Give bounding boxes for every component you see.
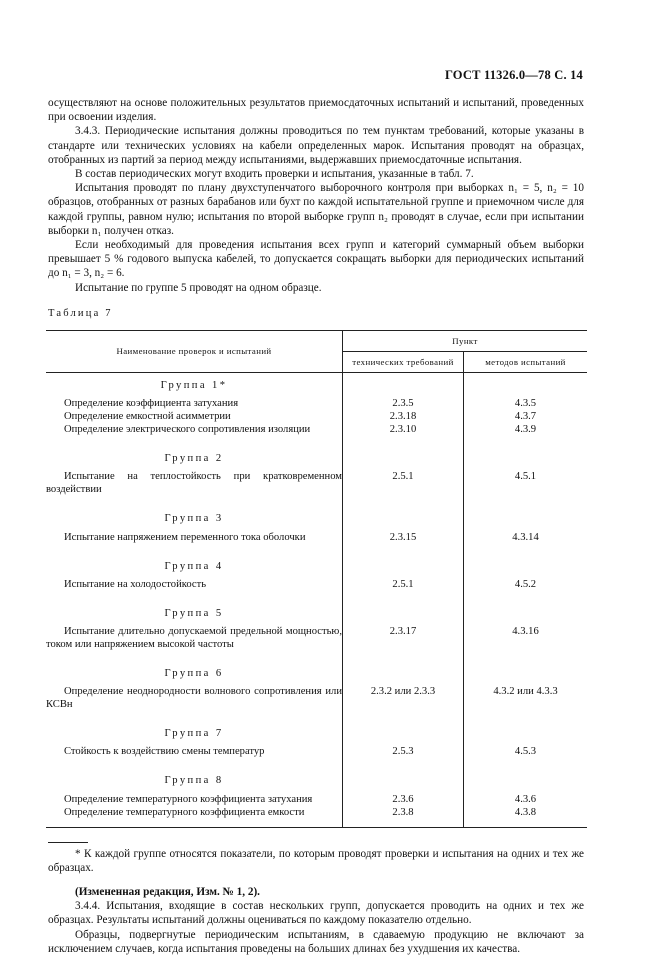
test-name-cell (46, 531, 343, 554)
table-row (46, 410, 587, 423)
group-title: Группа 3 (164, 513, 224, 525)
test-name-cell (46, 745, 343, 768)
paragraph: 3.4.3. Периодические испытания должны проводиться по тем пунктам требований, которые указаны в стандарте или технических условиях на кабели определенных марок. Испытания проводят на образцах, отобранных из партий за период между испытаниями, выдержавших приемосдаточные испытания. (48, 125, 584, 166)
empty-cell (464, 721, 588, 745)
page-header: ГОСТ 11326.0—78 С. 14 (444, 68, 583, 82)
paragraph: Образцы, подвергнутые периодическим испытаниям, в сдаваемую продукцию не включают за исключением случаев, когда испытания проведены на больших длинах без ухудшения их качества. (48, 928, 584, 955)
column-header-methods: методов испытаний (464, 352, 588, 373)
test-method-cell: 4.3.7 (464, 410, 588, 423)
table-row (46, 397, 587, 410)
group-row (46, 721, 587, 745)
table-row (46, 578, 587, 601)
column-header-tech: технических требований (343, 352, 464, 373)
footnote: * К каждой группе относятся показатели, по которым проводят проверки и испытания на одних и тех же образцах. (48, 847, 584, 874)
group-row (46, 768, 587, 792)
tech-requirement-cell: 2.3.6 (343, 793, 464, 806)
empty-cell (464, 554, 588, 578)
test-name-cell (46, 410, 343, 423)
tech-requirement-cell: 2.3.18 (343, 410, 464, 423)
group-row (46, 554, 587, 578)
test-name: Испытание на теплостойкость при кратковременном воздействии (46, 471, 342, 496)
test-name: Определение температурного коэффициента емкости (64, 806, 305, 818)
tech-requirement-cell: 2.3.10 (343, 423, 464, 446)
empty-cell (343, 446, 464, 470)
test-method-cell: 4.5.2 (464, 578, 588, 601)
test-name: Определение температурного коэффициента затухания (64, 793, 313, 805)
tech-requirement-cell: 2.3.5 (343, 397, 464, 410)
paragraph: В состав периодических могут входить проверки и испытания, указанные в табл. 7. (75, 168, 474, 181)
group-title: Группа 1* (160, 380, 228, 392)
table-caption: Таблица 7 (48, 307, 113, 319)
tests-table (46, 330, 587, 828)
paragraph: Если необходимый для проведения испытания всех групп и категорий суммарный объем выборки превышает 5 % годового выпуска кабелей, то допускается сокращать выборки для периодических испытаний до n₁ = 3, n₂ = 6. (48, 239, 584, 280)
test-name: Определение электрического сопротивления изоляции (64, 424, 311, 436)
test-name-cell (46, 793, 343, 806)
table-row (46, 625, 587, 661)
empty-cell (343, 768, 464, 792)
empty-cell (464, 506, 588, 530)
document-body (48, 96, 584, 956)
group-title: Группа 4 (164, 560, 224, 572)
tech-requirement-cell: 2.3.2 или 2.3.3 (343, 685, 464, 721)
test-method-cell: 4.3.5 (464, 397, 588, 410)
test-name-cell (46, 423, 343, 446)
table-row (46, 423, 587, 446)
paragraph: 3.4.4. Испытания, входящие в состав нескольких групп, допускается проводить на одних и тех же образцах. Результаты испытаний должны оцениваться по каждому показателю отдельно. (48, 900, 584, 927)
empty-cell (464, 373, 588, 398)
empty-cell (464, 601, 588, 625)
test-method-cell: 4.5.3 (464, 745, 588, 768)
group-title: Группа 6 (164, 668, 224, 680)
tech-requirement-cell: 2.3.8 (343, 806, 464, 828)
empty-cell (343, 554, 464, 578)
column-header-name: Наименование проверок и испытаний (46, 331, 343, 373)
revision-note: (Измененная редакция, Изм. № 1, 2). (75, 886, 260, 899)
group-title: Группа 8 (164, 775, 224, 787)
empty-cell (343, 721, 464, 745)
empty-cell (343, 373, 464, 398)
paragraph: Испытание по группе 5 проводят на одном образце. (75, 281, 322, 294)
group-row (46, 661, 587, 685)
group-row (46, 506, 587, 530)
tech-requirement-cell: 2.5.1 (343, 470, 464, 506)
test-method-cell: 4.3.6 (464, 793, 588, 806)
test-method-cell: 4.3.8 (464, 806, 588, 828)
empty-cell (343, 601, 464, 625)
table-row (46, 745, 587, 768)
tech-requirement-cell: 2.5.1 (343, 578, 464, 601)
group-title: Группа 7 (164, 728, 224, 740)
paragraph: осуществляют на основе положительных результатов приемосдаточных испытаний и испытаний, проведенных при освоении изделия. (48, 97, 584, 124)
footnote-divider (48, 842, 88, 843)
tech-requirement-cell: 2.5.3 (343, 745, 464, 768)
table-row (46, 806, 587, 828)
empty-cell (464, 446, 588, 470)
test-name-cell (46, 806, 343, 828)
column-header-punkt: Пункт (343, 331, 588, 352)
test-name: Определение неоднородности волнового сопротивления или КСВн (46, 686, 342, 711)
test-method-cell: 4.3.16 (464, 625, 588, 661)
table-row (46, 685, 587, 721)
group-title: Группа 2 (164, 453, 224, 465)
test-method-cell: 4.5.1 (464, 470, 588, 506)
test-name: Испытание напряжением переменного тока оболочки (64, 531, 306, 543)
test-name: Определение коэффициента затухания (64, 398, 239, 410)
table-row (46, 470, 587, 506)
test-name-cell (46, 685, 343, 721)
table-row (46, 531, 587, 554)
test-name-cell (46, 578, 343, 601)
test-method-cell: 4.3.14 (464, 531, 588, 554)
test-name: Стойкость к воздействию смены температур (64, 746, 265, 758)
test-name: Испытание на холодостойкость (64, 578, 207, 590)
group-row (46, 601, 587, 625)
tech-requirement-cell: 2.3.17 (343, 625, 464, 661)
test-name-cell (46, 397, 343, 410)
table-row (46, 793, 587, 806)
test-name: Испытание длительно допускаемой предельной мощностью, током или напряжением высокой частоты (46, 626, 342, 651)
test-method-cell: 4.3.2 или 4.3.3 (464, 685, 588, 721)
empty-cell (464, 661, 588, 685)
paragraph: Испытания проводят по плану двухступенчатого выборочного контроля при выборках n₁ = 5, n₂ = 10 образцов, отобранных от разных барабанов или бухт по каждой испытательной группе и приемочном числе для каждой группы, равном нулю; испытания по второй выборке групп n₂ проводят в случае, если при испытании выборки n₁ получен отказ. (48, 182, 584, 237)
test-name-cell (46, 470, 343, 506)
test-method-cell: 4.3.9 (464, 423, 588, 446)
tech-requirement-cell: 2.3.15 (343, 531, 464, 554)
group-title: Группа 5 (164, 607, 224, 619)
test-name: Определение емкостной асимметрии (64, 411, 231, 423)
empty-cell (343, 506, 464, 530)
group-row (46, 446, 587, 470)
empty-cell (343, 661, 464, 685)
empty-cell (464, 768, 588, 792)
test-name-cell (46, 625, 343, 661)
group-row (46, 373, 587, 398)
table-body (46, 373, 587, 828)
